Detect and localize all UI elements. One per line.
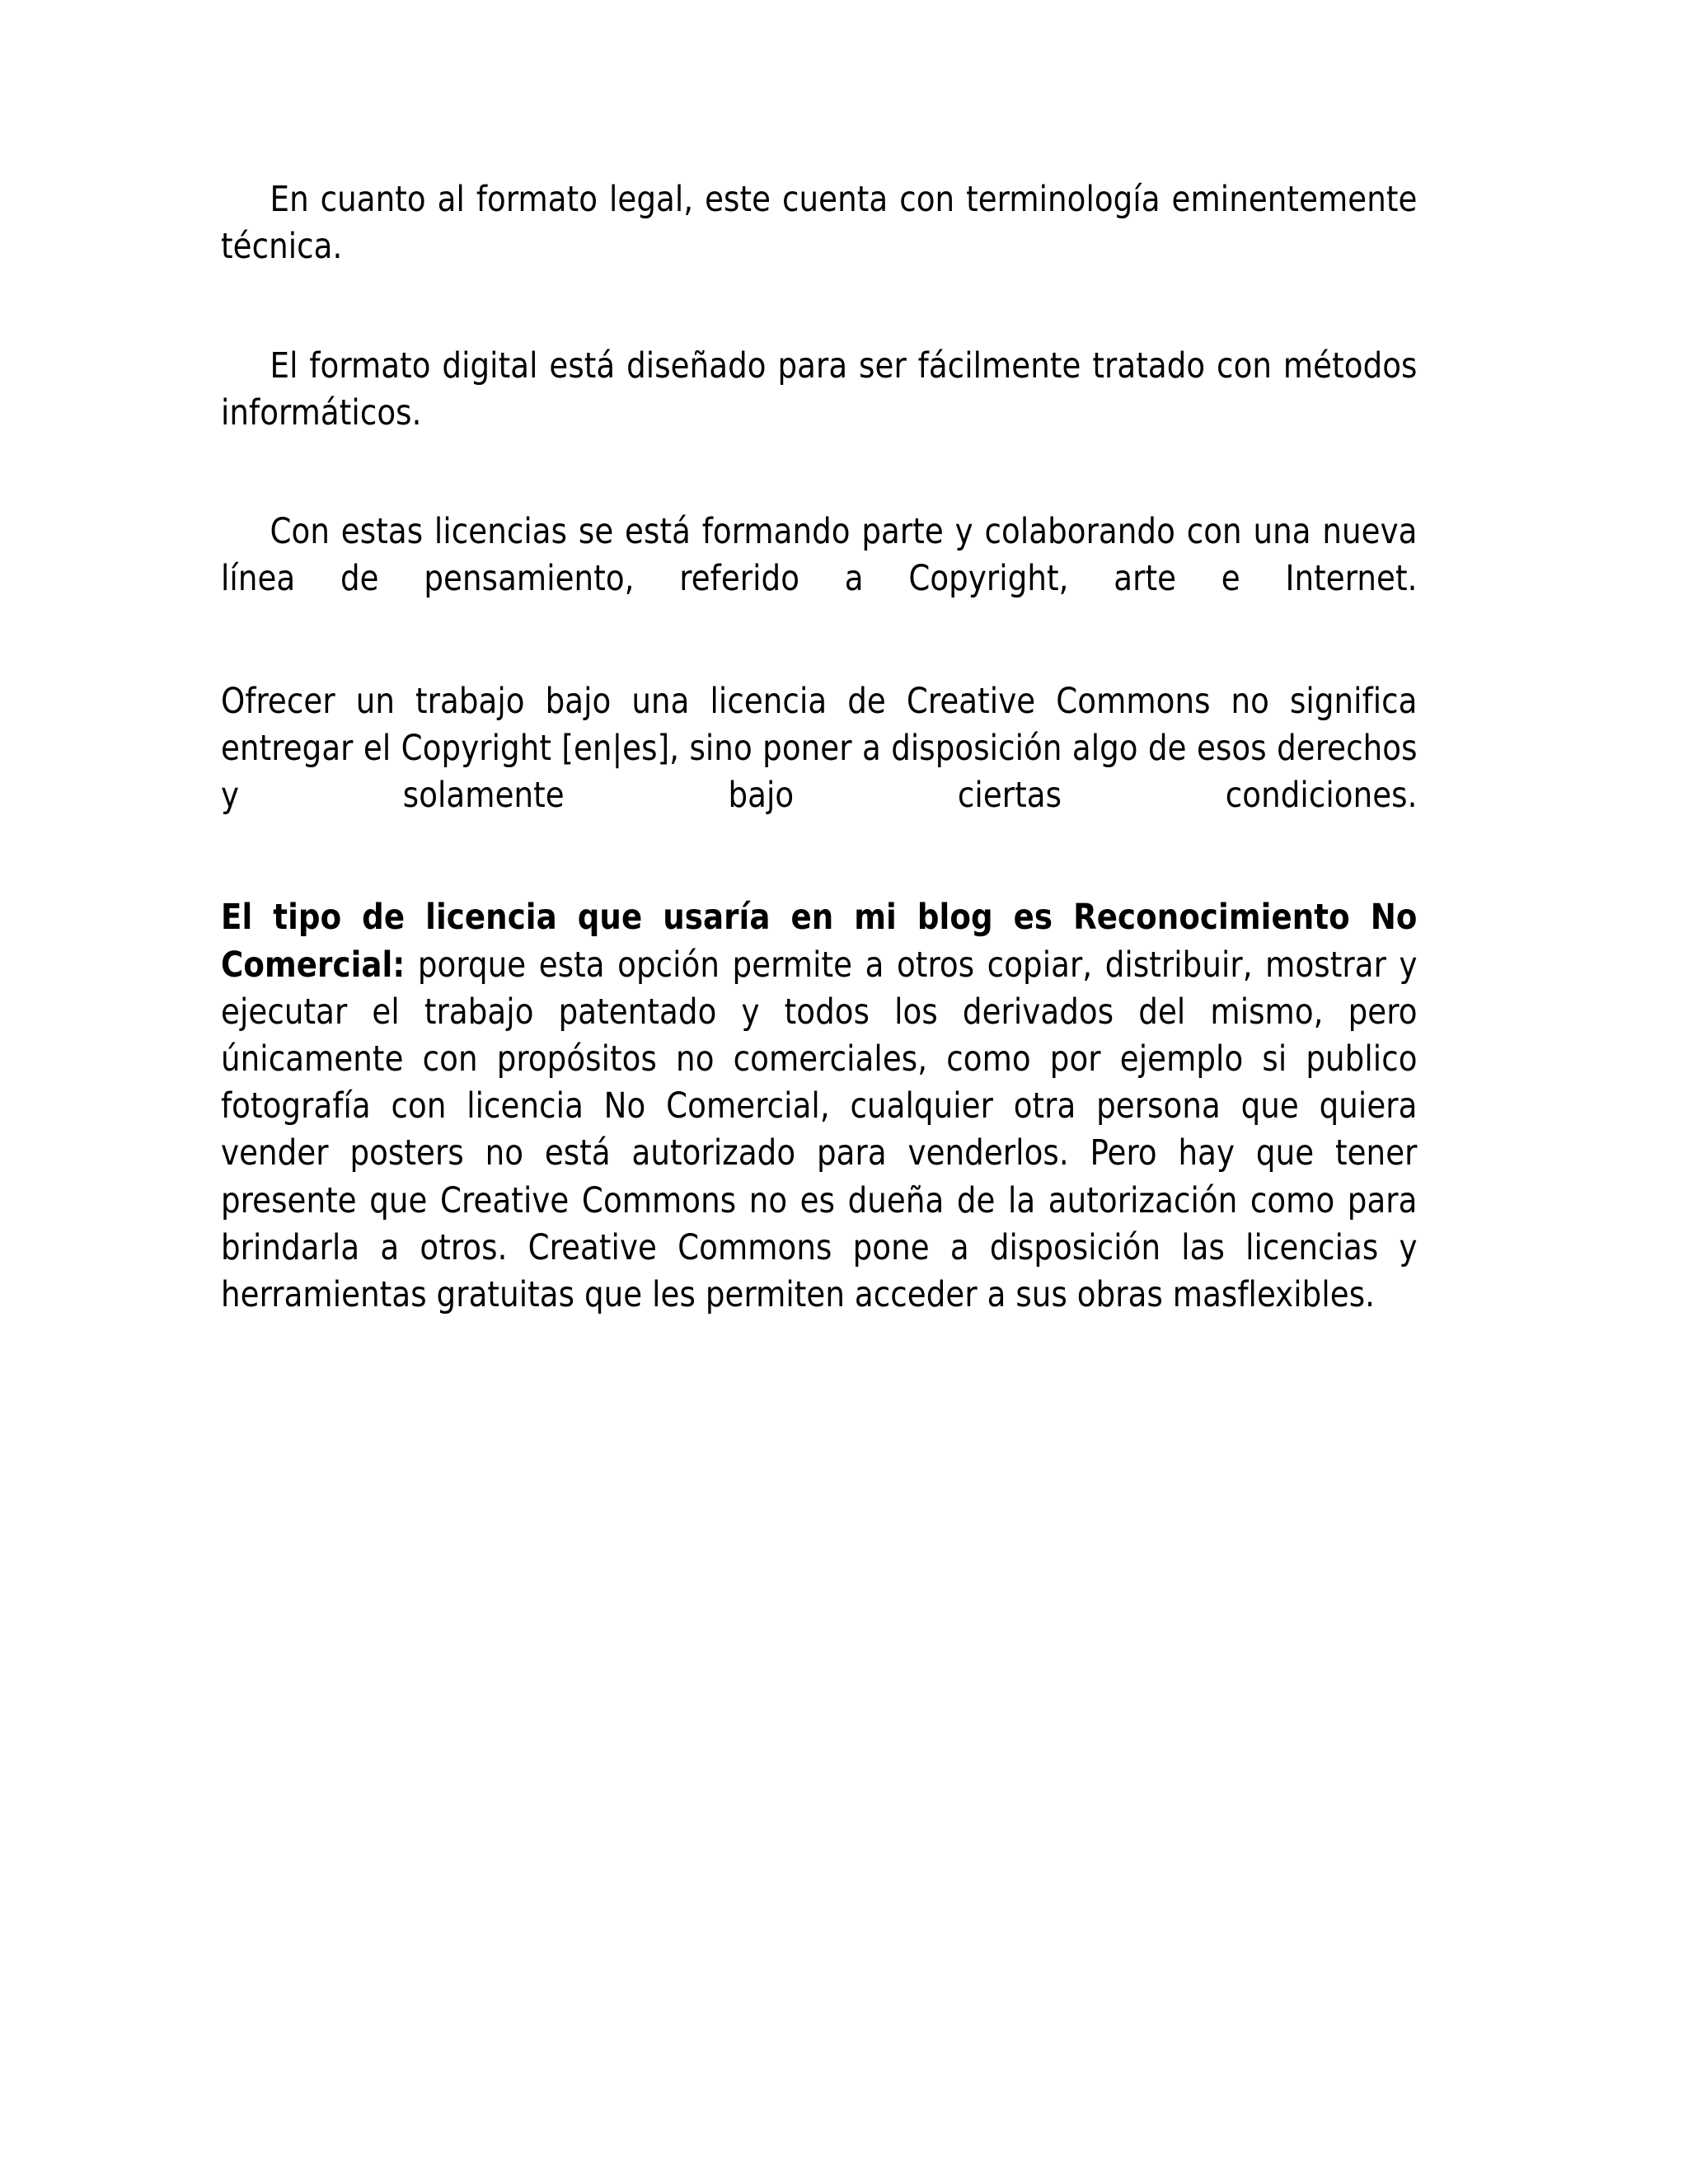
paragraph-ofrecer: Ofrecer un trabajo bajo una licencia de Creative Commons no significa entregar el Copyright [en|es], sino poner a disposición algo de esos derechos y solamente bajo ciertas condiciones. [221,680,1418,817]
paragraph-tipo-licencia [221,894,1418,1319]
paragraph-tipo-licencia-lead: El tipo de licencia que usaría en mi blog es Reconocimiento No Comercial: [221,897,1418,986]
document-body [221,176,1467,1319]
paragraph-licencias: Con estas licencias se está formando parte y colaborando con una nueva línea de pensamiento, referido a Copyright, arte e Internet. [221,511,1418,600]
paragraph-tipo-licencia-body: porque esta opción permite a otros copiar, distribuir, mostrar y ejecutar el trabajo patentado y todos los derivados del mismo, pero únicamente con propósitos no comerciales, como por ejemplo si publico fotografía con licencia No Comercial, cualquier otra persona que quiera vender posters no está autorizado para venderlos. Pero hay que tener presente que Creative Commons no es dueña de la autorización como para brindarla a otros. Creative Commons pone a disposición las licencias y herramientas gratuitas que les permiten acceder a sus obras masflexibles. [221,944,1418,1315]
paragraph-formato-legal: En cuanto al formato legal, este cuenta con terminología eminentemente técnica. [221,179,1418,268]
paragraph-formato-digital: El formato digital está diseñado para ser fácilmente tratado con métodos informáticos. [221,344,1418,434]
